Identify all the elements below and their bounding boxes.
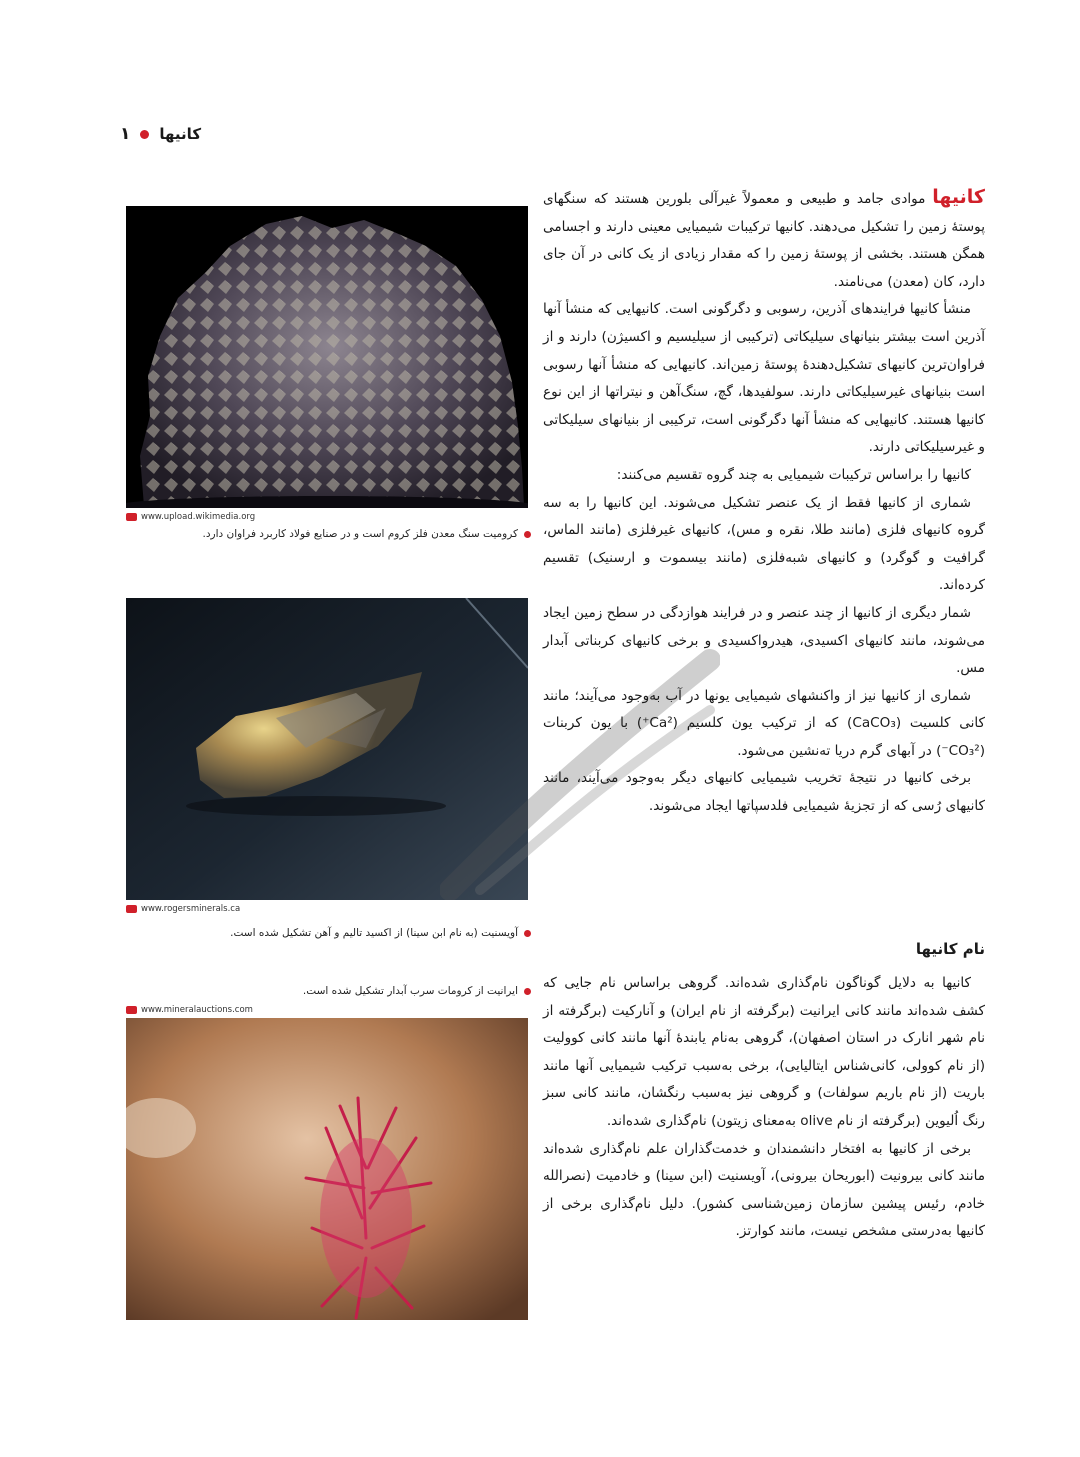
caption-text: ایرانیت از کرومات سرب آبدار تشکیل شده است.	[302, 985, 518, 997]
body-paragraph: منشأ کانیها فرایندهای آذرین، رسوبی و دگرگونی است. کانیهایی که منشأ آنها آذرین است بیشتر بنیانهای سیلیکاتی (ترکیبی از سیلیسیم و اکسیژن) دارند و از فراوان‌ترین کانیهای تشکیل‌دهندهٔ پوستهٔ زمین‌اند. کانیهایی که منشأ آنها رسوبی است بنیانهای غیرسیلیکاتی دارند. سولفیدها، گچ، سنگ‌آهن و نیتراتها از این نوع کانیها هستند. کانیهایی که منشأ آنها دگرگونی است، ترکیبی از بنیانهای سیلیکاتی و غیرسیلیکاتی دارند.	[543, 301, 985, 456]
body-paragraph: کانیها به دلایل گوناگون نام‌گذاری شده‌اند. گروهی براساس نام جایی که کشف شده‌اند مانند کانی ایرانیت (برگرفته از نام ایران) و آنارکیت (برگرفته از نام شهر انارک در استان اصفهان)، گروهی به‌نام یابندهٔ آنها مانند کانی کوولیت (از نام کوولی، کانی‌شناس ایتالیایی)، برخی به‌سبب ترکیب شیمیایی آنها مانند باریت (از نام باریم سولفات) و گروهی نیز به‌سبب رنگشان، مانند کانی سبز رنگ اُلیوین (برگرفته از نام olive به‌معنای زیتون) نام‌گذاری شده‌اند.	[543, 975, 985, 1129]
caption-bullet-icon	[524, 930, 531, 937]
intro-body: موادی جامد و طبیعی و معمولاً غیرآلی بلورین هستند که سنگهای پوستهٔ زمین را تشکیل می‌دهند. کانیها ترکیبات شیمیایی معینی دارند و اجسامی همگن هستند. بخشی از پوستهٔ زمین را که مقدار زیادی از یک کانی در آن جای دارد، کان (معدن) می‌نامند.	[543, 191, 985, 290]
intro-paragraph	[543, 184, 985, 296]
camera-icon	[126, 513, 137, 521]
bullet-dot-icon	[140, 130, 149, 139]
figure-caption	[230, 927, 531, 939]
figure-caption	[203, 528, 531, 540]
body-paragraph: شماری از کانیها نیز از واکنشهای شیمیایی یونها در آب به‌وجود می‌آیند؛ مانند کانی کلسیت (CaCO₃) که از ترکیب یون کلسیم (Ca²⁺) با یون کربنات (CO₃²⁻) در آبهای گرم دریا ته‌نشین می‌شود.	[543, 687, 985, 759]
body-paragraph: شمار دیگری از کانیها از چند عنصر و در فرایند هوازدگی در سطح زمین ایجاد می‌شوند، مانند کانیهای اکسیدی، هیدرواکسیدی و برخی کانیهای کربناتی آبدار مس.	[543, 604, 985, 677]
section-heading: نام کانیها	[915, 940, 985, 958]
iranite-photo	[126, 1018, 528, 1320]
caption-text: کرومیت سنگ معدن فلز کروم است و در صنایع فولاد کاربرد فراوان دارد.	[202, 528, 518, 540]
photo-credit	[126, 904, 240, 914]
photo-credit	[126, 512, 255, 522]
lead-term: کانیها	[932, 186, 985, 208]
photo-credit	[126, 1005, 253, 1015]
body-paragraph: برخی کانیها در نتیجهٔ تخریب شیمیایی کانیهای دیگر به‌وجود می‌آیند، مانند کانیهای رُسی که از تجزیهٔ شیمیایی فلدسپاتها ایجاد می‌شوند.	[543, 770, 985, 815]
avicennite-image	[126, 598, 528, 900]
iranite-image	[126, 1018, 528, 1320]
intro-text	[543, 184, 985, 821]
page-number: ۱	[120, 124, 131, 144]
body-paragraph: شماری از کانیها فقط از یک عنصر تشکیل می‌شوند. این کانیها را به سه گروه کانیهای فلزی (مانند طلا، نقره و مس)، کانیهای غیرفلزی (مانند الماس، گرافیت و گوگرد) و کانیهای شبه‌فلزی (مانند بیسموت و ارسنیک) تقسیم کرده‌اند.	[543, 494, 985, 594]
chromite-image	[126, 206, 528, 508]
page-header	[120, 124, 201, 144]
camera-icon	[126, 1006, 137, 1014]
camera-icon	[126, 905, 137, 913]
caption-text: آویسنیت (به نام ابن سینا) از اکسید تالیم و آهن تشکیل شده است.	[230, 927, 518, 939]
credit-text: www.upload.wikimedia.org	[141, 512, 256, 522]
figure-caption	[303, 985, 531, 997]
credit-text: www.mineralauctions.com	[141, 1005, 253, 1015]
naming-text	[543, 970, 985, 1246]
credit-text: www.rogersminerals.ca	[141, 904, 241, 914]
header-title: کانیها	[159, 125, 202, 143]
body-paragraph: برخی از کانیها به افتخار دانشمندان و خدمت‌گذاران علم نام‌گذاری شده‌اند مانند کانی بیرونیت (ابوریحان بیرونی)، آویسنیت (ابن سینا) و خادمیت (نصرالله خادم، رئیس پیشین سازمان زمین‌شناسی کشور). دلیل نام‌گذاری برخی از کانیها به‌درستی مشخص نیست، مانند کوارتز.	[543, 1140, 985, 1240]
chromite-photo	[126, 206, 528, 508]
avicennite-photo	[126, 598, 528, 900]
caption-bullet-icon	[524, 988, 531, 995]
caption-bullet-icon	[524, 531, 531, 538]
body-paragraph: کانیها را براساس ترکیبات شیمیایی به چند گروه تقسیم می‌کنند:	[616, 466, 971, 483]
